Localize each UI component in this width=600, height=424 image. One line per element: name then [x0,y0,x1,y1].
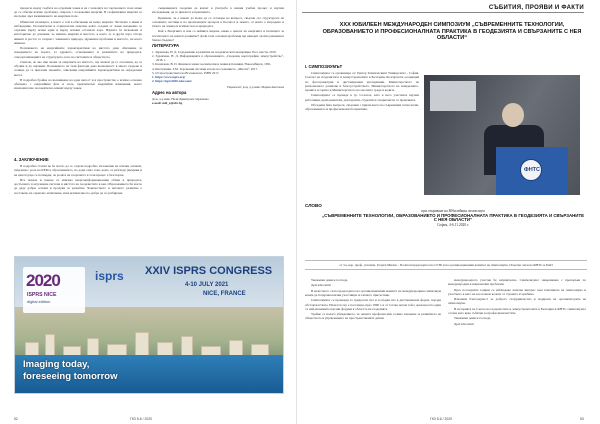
logo-edition: digital edition [27,299,51,304]
congress-place: NICE, FRANCE [203,291,246,297]
paragraph: В подробна статия не бе могло да се отдели подробно изложение на всички аспекти, свързани с рола на КЕМ в образованието, но дори само това, което се разгледа (въпреки и не цялото) ще се потвърди, че ролята на геодезиста в този процес е безспорна. [14,164,142,177]
paragraph: Приемам, че е важно да може да се отговаря на въпроса, свързан със структурата на основните частици и на протичащите процеси в Космоса и земята, от които е изградено и тялото на човека и всички тела в природата. [152,15,284,28]
paragraph: Обмислях пътищата, в които е той в обяснение на нещо енергия. Частично е имам и наблюдение. Положителна и отрицателна енергия, която създава от човек нееднакво се отразява върху всеки един и върху всички останали хора. Науката тя познаваме и категорично да докажем, че именно енергия и мястото, в което аз и други хора отгоре живеят и растат са сходни с човешката природа, здравните проблеми и мястото, на което живеем. [14,19,142,45]
paragraph: Познаването на енергийните характеристики на мястото дава обяснение за поведението на хората, за здравето, отношението и развитието на природата, самоорганизацията на структурата, като на системите и обществото. [14,46,142,59]
issue-label-left: ГКЗ 5-6 / 2020 [130,417,153,421]
paragraph: Кой е Енергията и кои са нейните видове, каква е цената на енергията и пътищата за постигането на нашето развитие? Дали тези основни проблеми ще намерят своите решения в близко бъдеще? [152,29,284,42]
paragraph: Все повече и повече се изисква енергоинформационния обмен в природата, достъпната за изучаване система и мястото на геодезистите в нея. Образованието би могло да даде добри основи и пролуки за развитие. Човечеството и неговото развитие е поставено на сериозно изпитание, иска всички ние по-добре да се разбираме. [14,178,142,195]
speech-caption [320,209,586,227]
issue-label-right: ГКЗ 5-6 / 2020 [430,417,453,421]
article-title: XXX ЮБИЛЕЕН МЕЖДУНАРОДЕН СИМПОЗИУМ „СЪВРЕМЕННИТЕ ТЕХНОЛОГИИ, ОБРАЗОВАНИЕТО И ПРОФЕСИОНАЛНАТА ПРАКТИКА В ГЕОДЕЗИЯТА И СВЪРЗАНИТЕ С НЕЯ ОБЛАСТИ“ [322,22,582,42]
reference-item: 4. Кислушкин, З.М. Торсионни системи и поле на съзнанието. „Мисли“, 2017. [152,66,258,71]
reference-item: 5. От пространствата на Вселенското. ISBN 2017. [152,70,220,75]
speaker-head [502,103,524,127]
congress-title: XXIV ISPRS CONGRESS [145,265,273,277]
reference-item: 1. Здравчева, Н. Д. Съдържание и развитие на геодезическата концепция. Пол. шести. 2019. [152,50,277,55]
paragraph: Трайно се налага убеждението, че нашата професия има голямо значение за развитието на обществото и управлението на пространствените данни. [305,312,441,321]
reference-item: 3. Казначеев, В. П. Феномен човек: космически и земни източници. Новосибирск, 1991. [152,62,272,67]
reviewer-line: Рецензент: доц. д-р инж. Мария Ангелова [227,84,284,89]
congress-dates: 4-10 JULY 2021 [185,282,229,288]
caption-date: София, 4-6.11.2020 г. [437,222,469,227]
caption-title: „СЪВРЕМЕННИТЕ ТЕХНОЛОГИИ, ОБРАЗОВАНИЕТО И ПРОФЕСИОНАЛНАТА ПРАКТИКА В ГЕОДЕЗИЯТА И СВЪРЗАНИТЕ С НЕЯ ОБЛАСТИ“ [321,212,585,223]
banner-tagline-1: Imaging today, [23,359,90,370]
paragraph: Уважаеми дами и господа, [311,278,348,282]
reference-item: 2. Здравчева, Н. Д. Информацията в образованието, „Геодезия, картография, земеустройство“, 2018. 1. [152,54,284,63]
right-column-intro [305,63,419,203]
paragraph: Уважаеми дами и господа, [454,316,491,321]
caption-lead: при откриване на Юбилейния симпозиум [421,209,485,213]
paragraph: процеси, върху съдбата на отделния човек и на с помощта на торсионното поле може да се обясни всичко проблема, свързан с положения енергия. В геофизичния енергия се изследва чрез възникването на енергиен поле. [14,6,142,19]
left-column-1-conclusion [14,156,142,252]
author-name: Доц. д-р инж. Нели Димитрова Здравчева [152,97,209,102]
right-column-bottom-right [448,278,586,406]
page-number-left: 52 [14,417,18,421]
speech-heading: СЛОВО [305,203,322,208]
section-heading-literature: ЛИТЕРАТУРА [152,43,180,48]
paragraph: През последните години се наблюдава засилен интерес към тематиката на симпозиума и участието в него на все повече колеги от страната и чужбина. [448,287,586,296]
paragraph: Изказвам благодарност за доброто сътрудничество и подкрепа на организаторите на симпозиума. [448,297,586,306]
paragraph: международното участие бе внушително. Симпозиумът завършваше с препоръки по международни и национални проблеми. [448,278,586,287]
reference-link[interactable]: 2. https://isprs2020-nice.com/ [152,78,192,83]
banner-tagline-2: foreseeing tomorrow [23,371,118,382]
section-heading-conclusion: 4. ЗАКЛЮЧЕНИЕ [14,157,49,162]
projection-screen [430,81,476,111]
logo-city: ISPRS NICE [27,292,57,298]
paragraph: Симпозиумът се организира от: Ректор Техническият Университет - София, Съюзът на геодезистите и земеустроителите в България, Българската асоциация по фотограметрия и дистанционни изследвания, Министерството на регионалното развитие и благоустройството, Министерството на земеделието, храните и горите и Министерството на околната среда и водите. [305,71,419,93]
banner-city [15,307,283,362]
author-email[interactable]: e-mail: neli_z@abv.bg [152,101,183,106]
page-number-right: 53 [580,417,584,421]
author-address-heading: Адрес на автора [152,90,187,96]
author-signature-line: от чл.-кор. проф. дтн инж. Георги Милев – Почетен председател на СГЗБ и на организационния комитет на симпозиума, Почетен член на ФНТС и БАП [305,260,587,270]
fnts-emblem-icon: ФНТС [520,159,542,181]
paragraph: Драги Колеги! [311,283,332,288]
section-header: СЪБИТИЯ, ПРОЯВИ И ФАКТИ [302,5,584,13]
left-column-1 [14,6,142,156]
paragraph: В качеството си на председател на организационния комитет на международния симпозиум искам да поздравя всички участници за тяхното присъствие. [305,288,441,297]
paragraph: Симпозиумът се провежда за тридесети път и за първи път в дистанционна форма, поради обстоятелствата. Началото му е поставено през 1990 г. и от тогава насам той е доказан като един от най-значимите научни форуми в областта на геодезията. [305,298,441,311]
paragraph: В историята на Съюза на геодезистите и земеустроителите в България и ФНТС симпозиумът остава като ярко събитие за професионалистите. [448,306,586,315]
paragraph: Обсъдени бяха въпроси, свързани с прилагането на съвременни технологии, образованието и професионалната практика. [305,103,419,112]
isprs-congress-banner[interactable] [14,256,284,394]
logo-year: 2020 [26,271,60,290]
paragraph: Симпозиумът се проведе в гр. Созопол, като в него участваха научни работници, преподаватели, докторанти, студенти и специалисти от практиката. [305,93,419,102]
paragraph: Смятам, че ако ние знаем за енергията на мястото, ще можем да го опознаем, да се обучим и да оправим. Познаването на тези фактори дава възможност в много градове и селища да се приложи законите, описващи енергийните характеристики на определени места. [14,60,142,77]
reference-link[interactable]: 1. https://www.isprs.org/ [152,74,186,79]
left-column-2 [152,6,284,252]
right-column-bottom-left [305,278,441,406]
paragraph: В подробна бройка на възникване на една цялост и в пространство е всичко основно обяснено с енергийния фон и поле, практически енергийни изменения, които изключително положително влияят върху човек. [14,78,142,91]
left-page [0,0,297,424]
isprs-logo: isprs [95,269,124,283]
isprs-2020-logo [23,267,85,313]
paragraph: съвременната геодезия да влязат в употреба в нашия учебен процес и научни изследвания, да се прилагат в практиката. [152,6,284,15]
speaker-photo[interactable] [424,75,580,195]
paragraph: Драги Колеги! [454,321,475,326]
section-heading-symposium: I. СИМПОЗИУМЪТ [305,64,343,69]
